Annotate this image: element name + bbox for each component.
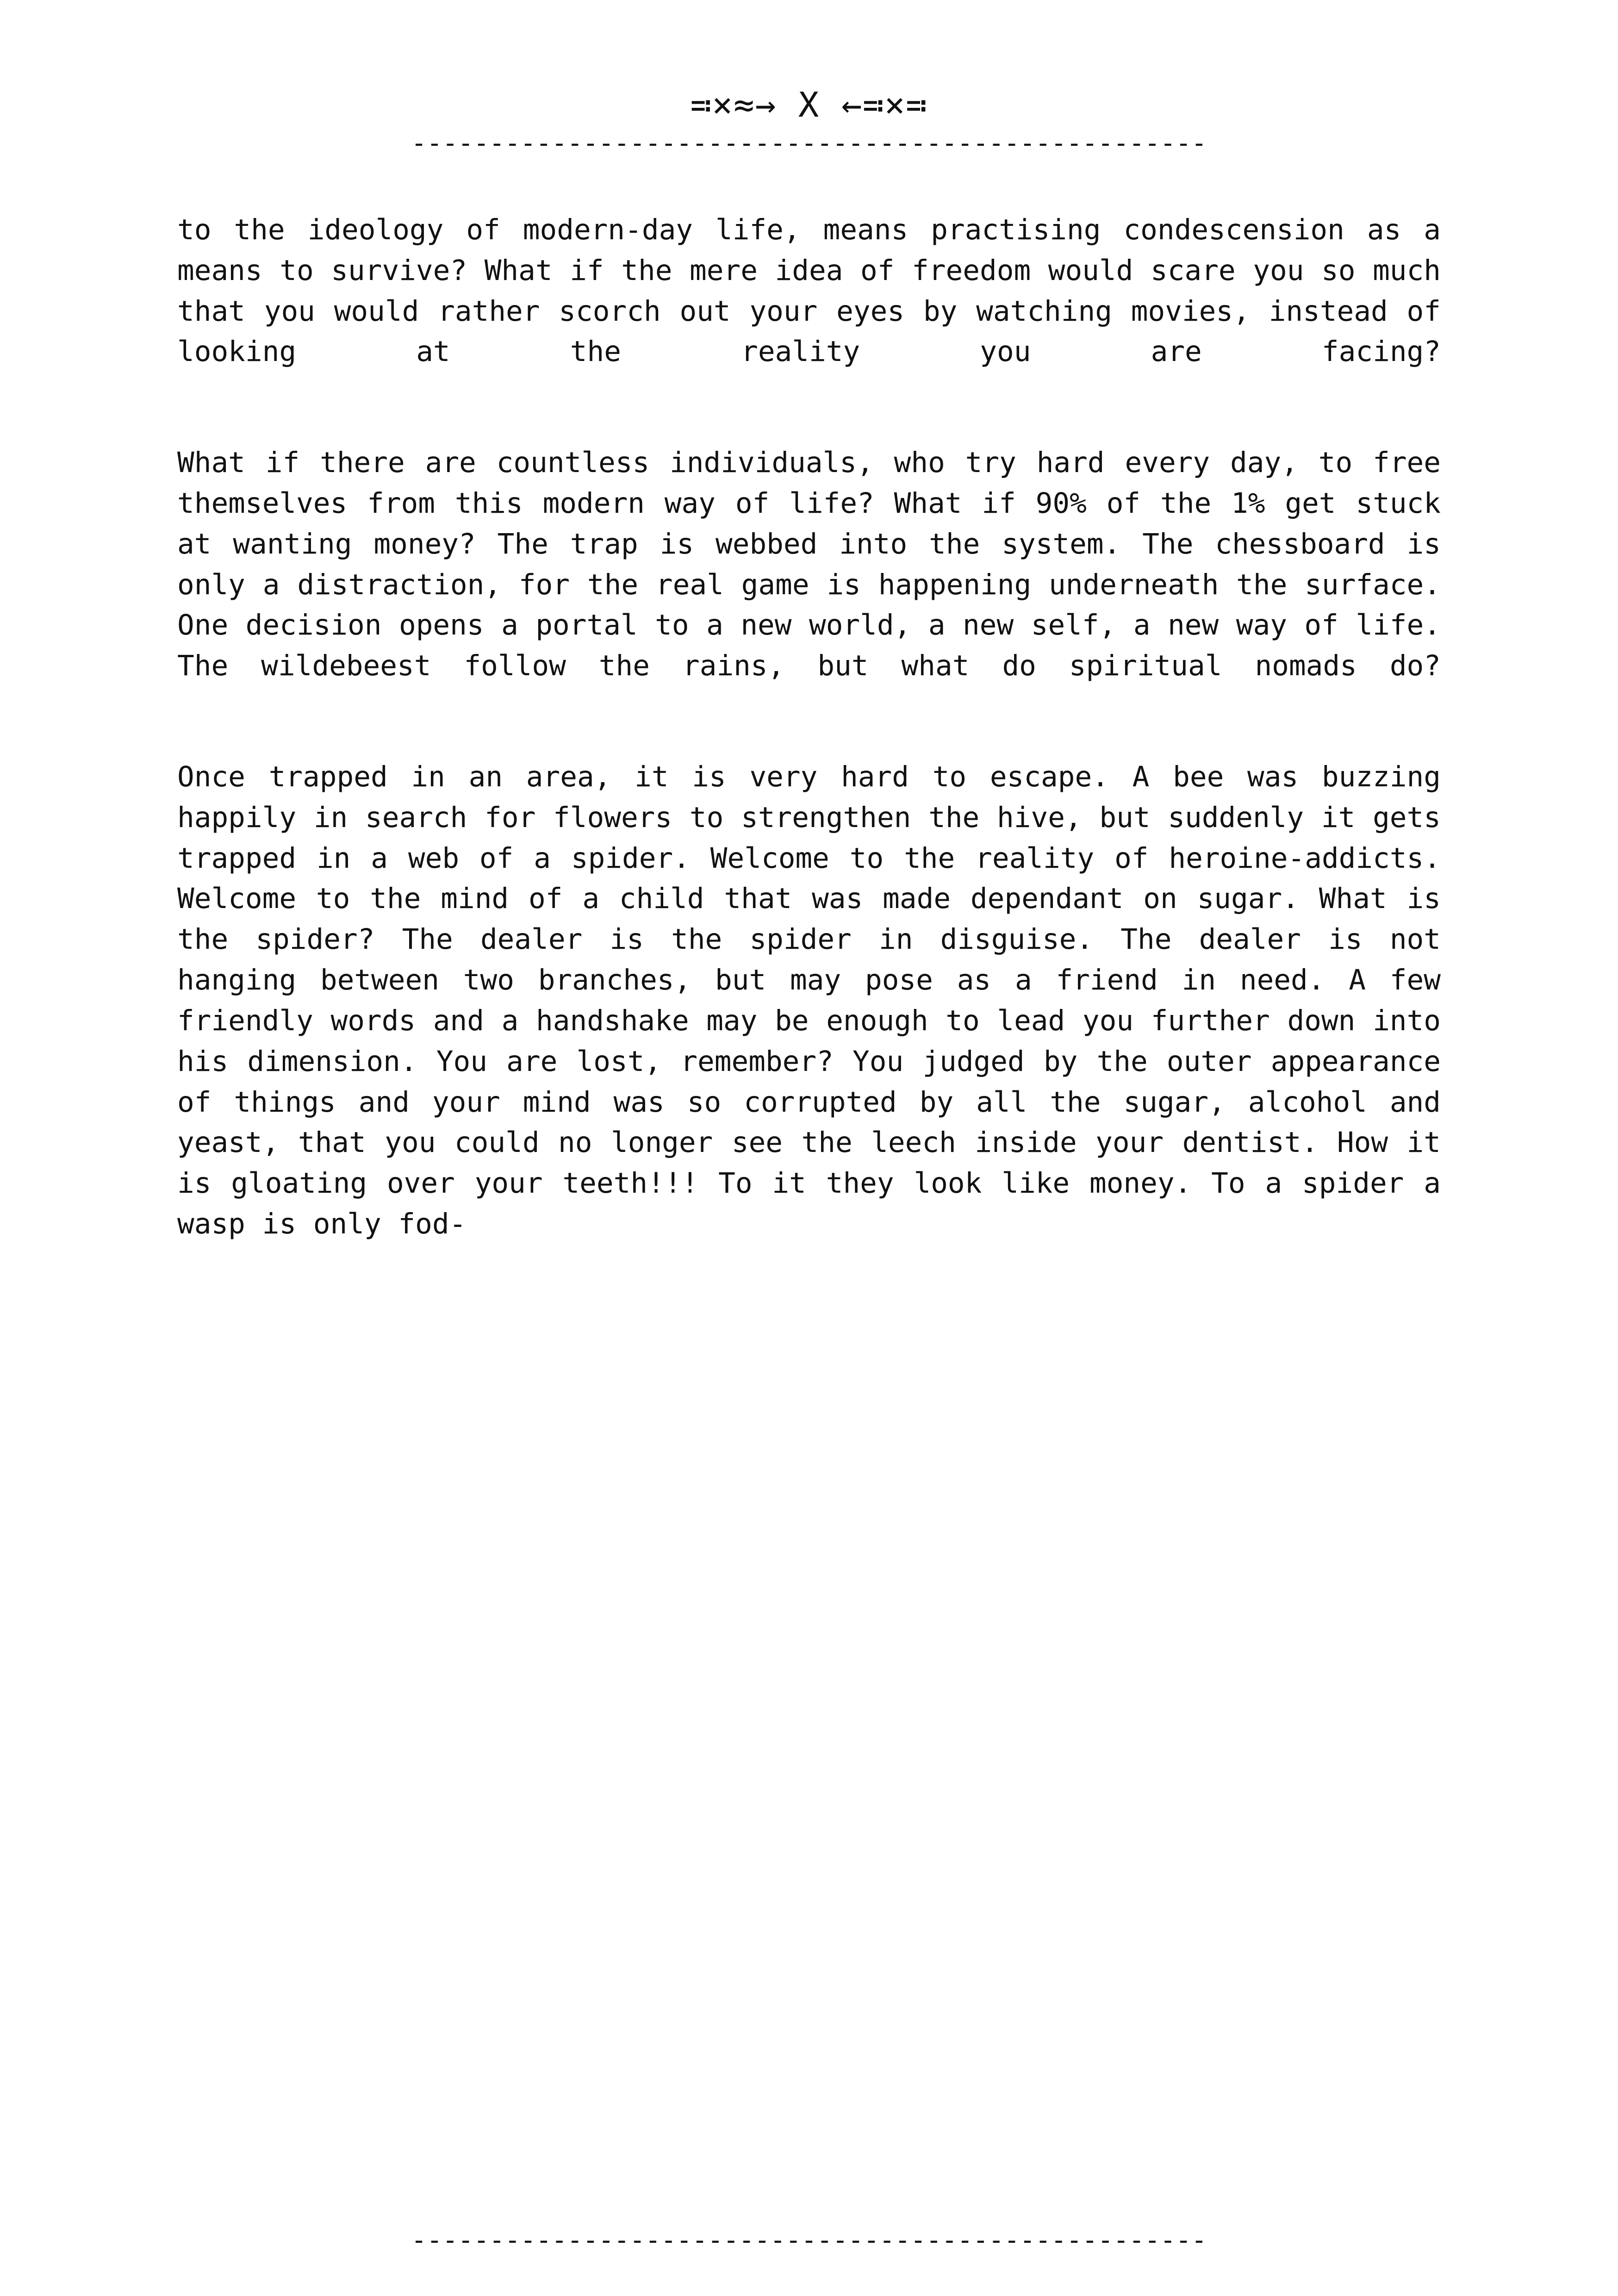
paragraph: to the ideology of modern-day life, means practising condescension as a means to survive? What if the mere idea of freedom would scare you so much that you would rather scorch out your eyes by watching movies, instead of looking at the reality you are facing? — [177, 213, 1441, 368]
body-text — [177, 156, 1441, 1244]
paragraph: What if there are countless individuals, who try hard every day, to free themselves from this modern way of life? What if 90% of the 1% get stuck at wanting money? The trap is webbed into the system. The chessboard is only a distraction, for the real game is happening underneath the surface. One decision opens a portal to a new world, a new self, a new way of life. The wildebeest follow the rains, but what do spiritual nomads do? — [177, 446, 1441, 683]
paragraph: Once trapped in an area, it is very hard to escape. A bee was buzzing happily in search for flowers to strengthen the hive, but suddenly it gets trapped in a web of a spider. Welcome to the reality of heroine-addicts. Welcome to the mind of a child that was made dependant on sugar. What is the spider? The dealer is the spider in disguise. The dealer is not hanging between two branches, but may pose as a friend in need. A few friendly words and a handshake may be enough to lead you further down into his dimension. You are lost, remember? You judged by the outer appearance of things and your mind was so corrupted by all the sugar, alcohol and yeast, that you could no longer see the leech inside your dentist. How it is gloating over your teeth!!! To it they look like money. To a spider a wasp is only fod- — [177, 760, 1441, 1241]
top-divider-rule: --------------------------------------------------- — [411, 131, 1207, 156]
bottom-divider-rule: --------------------------------------------------- — [411, 2228, 1207, 2253]
header-ornament: ≕×≈→ X ←≕×≕ — [690, 85, 928, 125]
